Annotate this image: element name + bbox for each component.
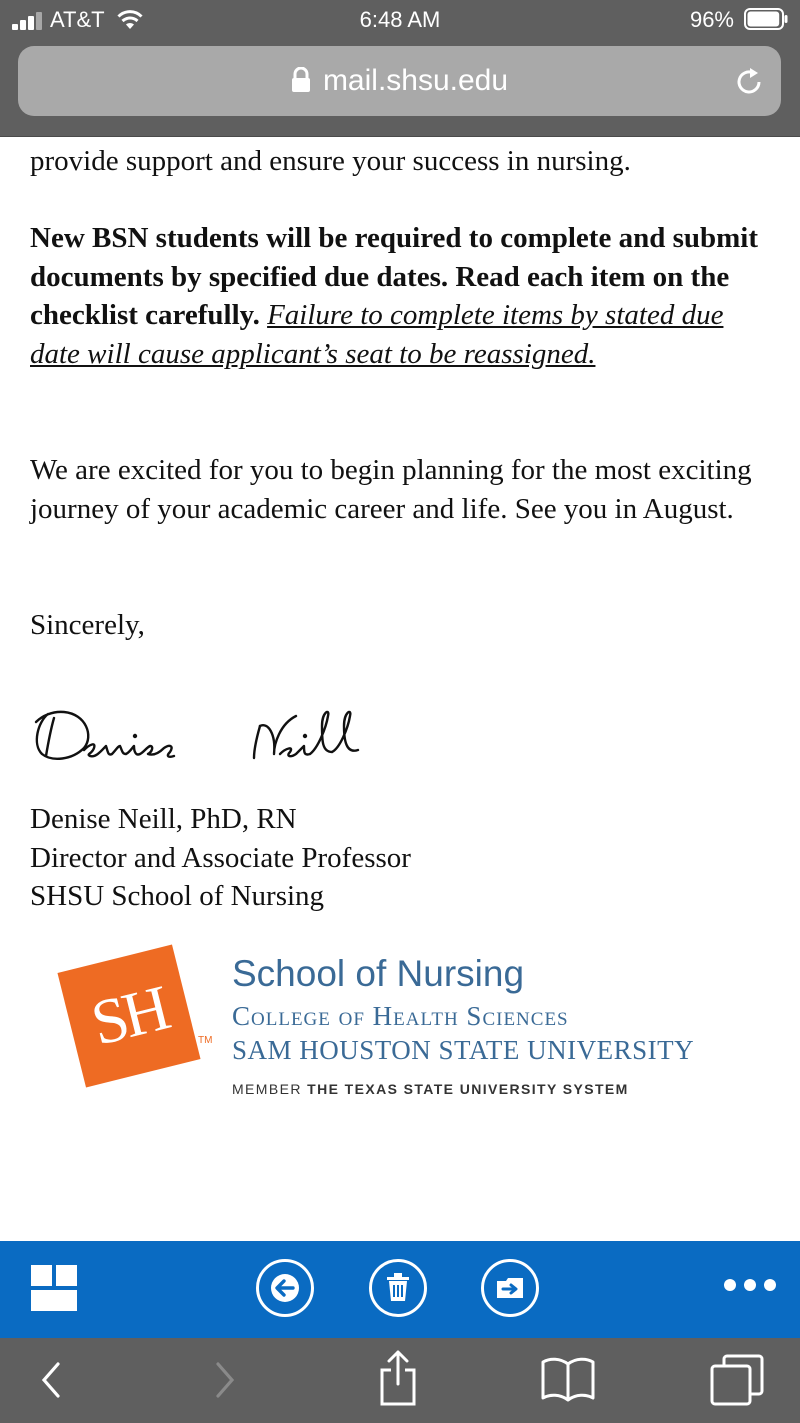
logo-college-name: College of Health Sciences bbox=[232, 1001, 569, 1031]
back-arrow-icon bbox=[259, 1262, 311, 1314]
logo-system-name: THE TEXAS STATE UNIVERSITY SYSTEM bbox=[307, 1081, 629, 1097]
move-to-folder-icon bbox=[484, 1262, 536, 1314]
forward-icon[interactable] bbox=[210, 1356, 240, 1404]
logo-school-of-nursing: School of Nursing bbox=[232, 953, 525, 994]
status-bar bbox=[0, 0, 800, 40]
school-logo bbox=[60, 947, 760, 1117]
sh-logo-mark bbox=[57, 944, 200, 1087]
back-icon[interactable] bbox=[36, 1356, 66, 1404]
email-body bbox=[0, 137, 800, 1241]
status-time: 6:48 AM bbox=[359, 7, 441, 32]
signer-title: Director and Associate Professor bbox=[30, 841, 411, 874]
logo-university-name: SAM HOUSTON STATE UNIVERSITY bbox=[232, 1035, 695, 1065]
browser-top-bar bbox=[0, 0, 800, 137]
url-text: mail.shsu.edu bbox=[322, 64, 509, 97]
signer-org: SHSU School of Nursing bbox=[30, 880, 325, 912]
share-icon[interactable] bbox=[374, 1348, 422, 1408]
more-icon[interactable] bbox=[722, 1275, 778, 1295]
handwritten-signature bbox=[28, 692, 408, 782]
mail-toolbar bbox=[0, 1241, 800, 1338]
battery-icon bbox=[744, 8, 788, 30]
grid-icon[interactable] bbox=[31, 1265, 79, 1313]
logo-mark-text: SH bbox=[84, 972, 174, 1059]
trash-icon bbox=[372, 1262, 424, 1314]
browser-bottom-bar bbox=[0, 1338, 800, 1423]
move-button[interactable] bbox=[481, 1259, 539, 1317]
logo-member-prefix: MEMBER bbox=[232, 1081, 302, 1097]
failure-warning-text: Failure to complete items by stated due date will cause applicant’s seat to be reassigned. bbox=[30, 299, 724, 370]
lock-icon bbox=[291, 67, 311, 93]
back-arrow-button[interactable] bbox=[256, 1259, 314, 1317]
carrier-name: AT&T bbox=[50, 7, 105, 32]
signer-name: Denise Neill, PhD, RN bbox=[30, 803, 297, 835]
reload-icon[interactable] bbox=[733, 66, 765, 98]
email-closing: Sincerely, bbox=[30, 609, 145, 641]
url-display[interactable] bbox=[18, 64, 781, 98]
battery-percent: 96% bbox=[689, 7, 734, 32]
bookmarks-icon[interactable] bbox=[540, 1356, 596, 1402]
tabs-icon[interactable] bbox=[708, 1352, 766, 1408]
delete-button[interactable] bbox=[369, 1259, 427, 1317]
email-partial-line: provide support and ensure your success in nursing. bbox=[30, 145, 631, 177]
email-excited-paragraph: We are excited for you to begin planning for the most exciting journey of your academic career and life. See you in August. bbox=[30, 454, 752, 525]
email-requirements-paragraph bbox=[30, 219, 775, 373]
logo-member-line bbox=[232, 1081, 629, 1097]
trademark-symbol: TM bbox=[198, 1035, 213, 1046]
address-bar[interactable] bbox=[18, 46, 781, 116]
signature-block bbox=[30, 800, 775, 916]
requirements-bold-text: New BSN students will be required to complete and submit documents by specified due dates. Read each item on the checklist carefully. bbox=[30, 222, 759, 331]
